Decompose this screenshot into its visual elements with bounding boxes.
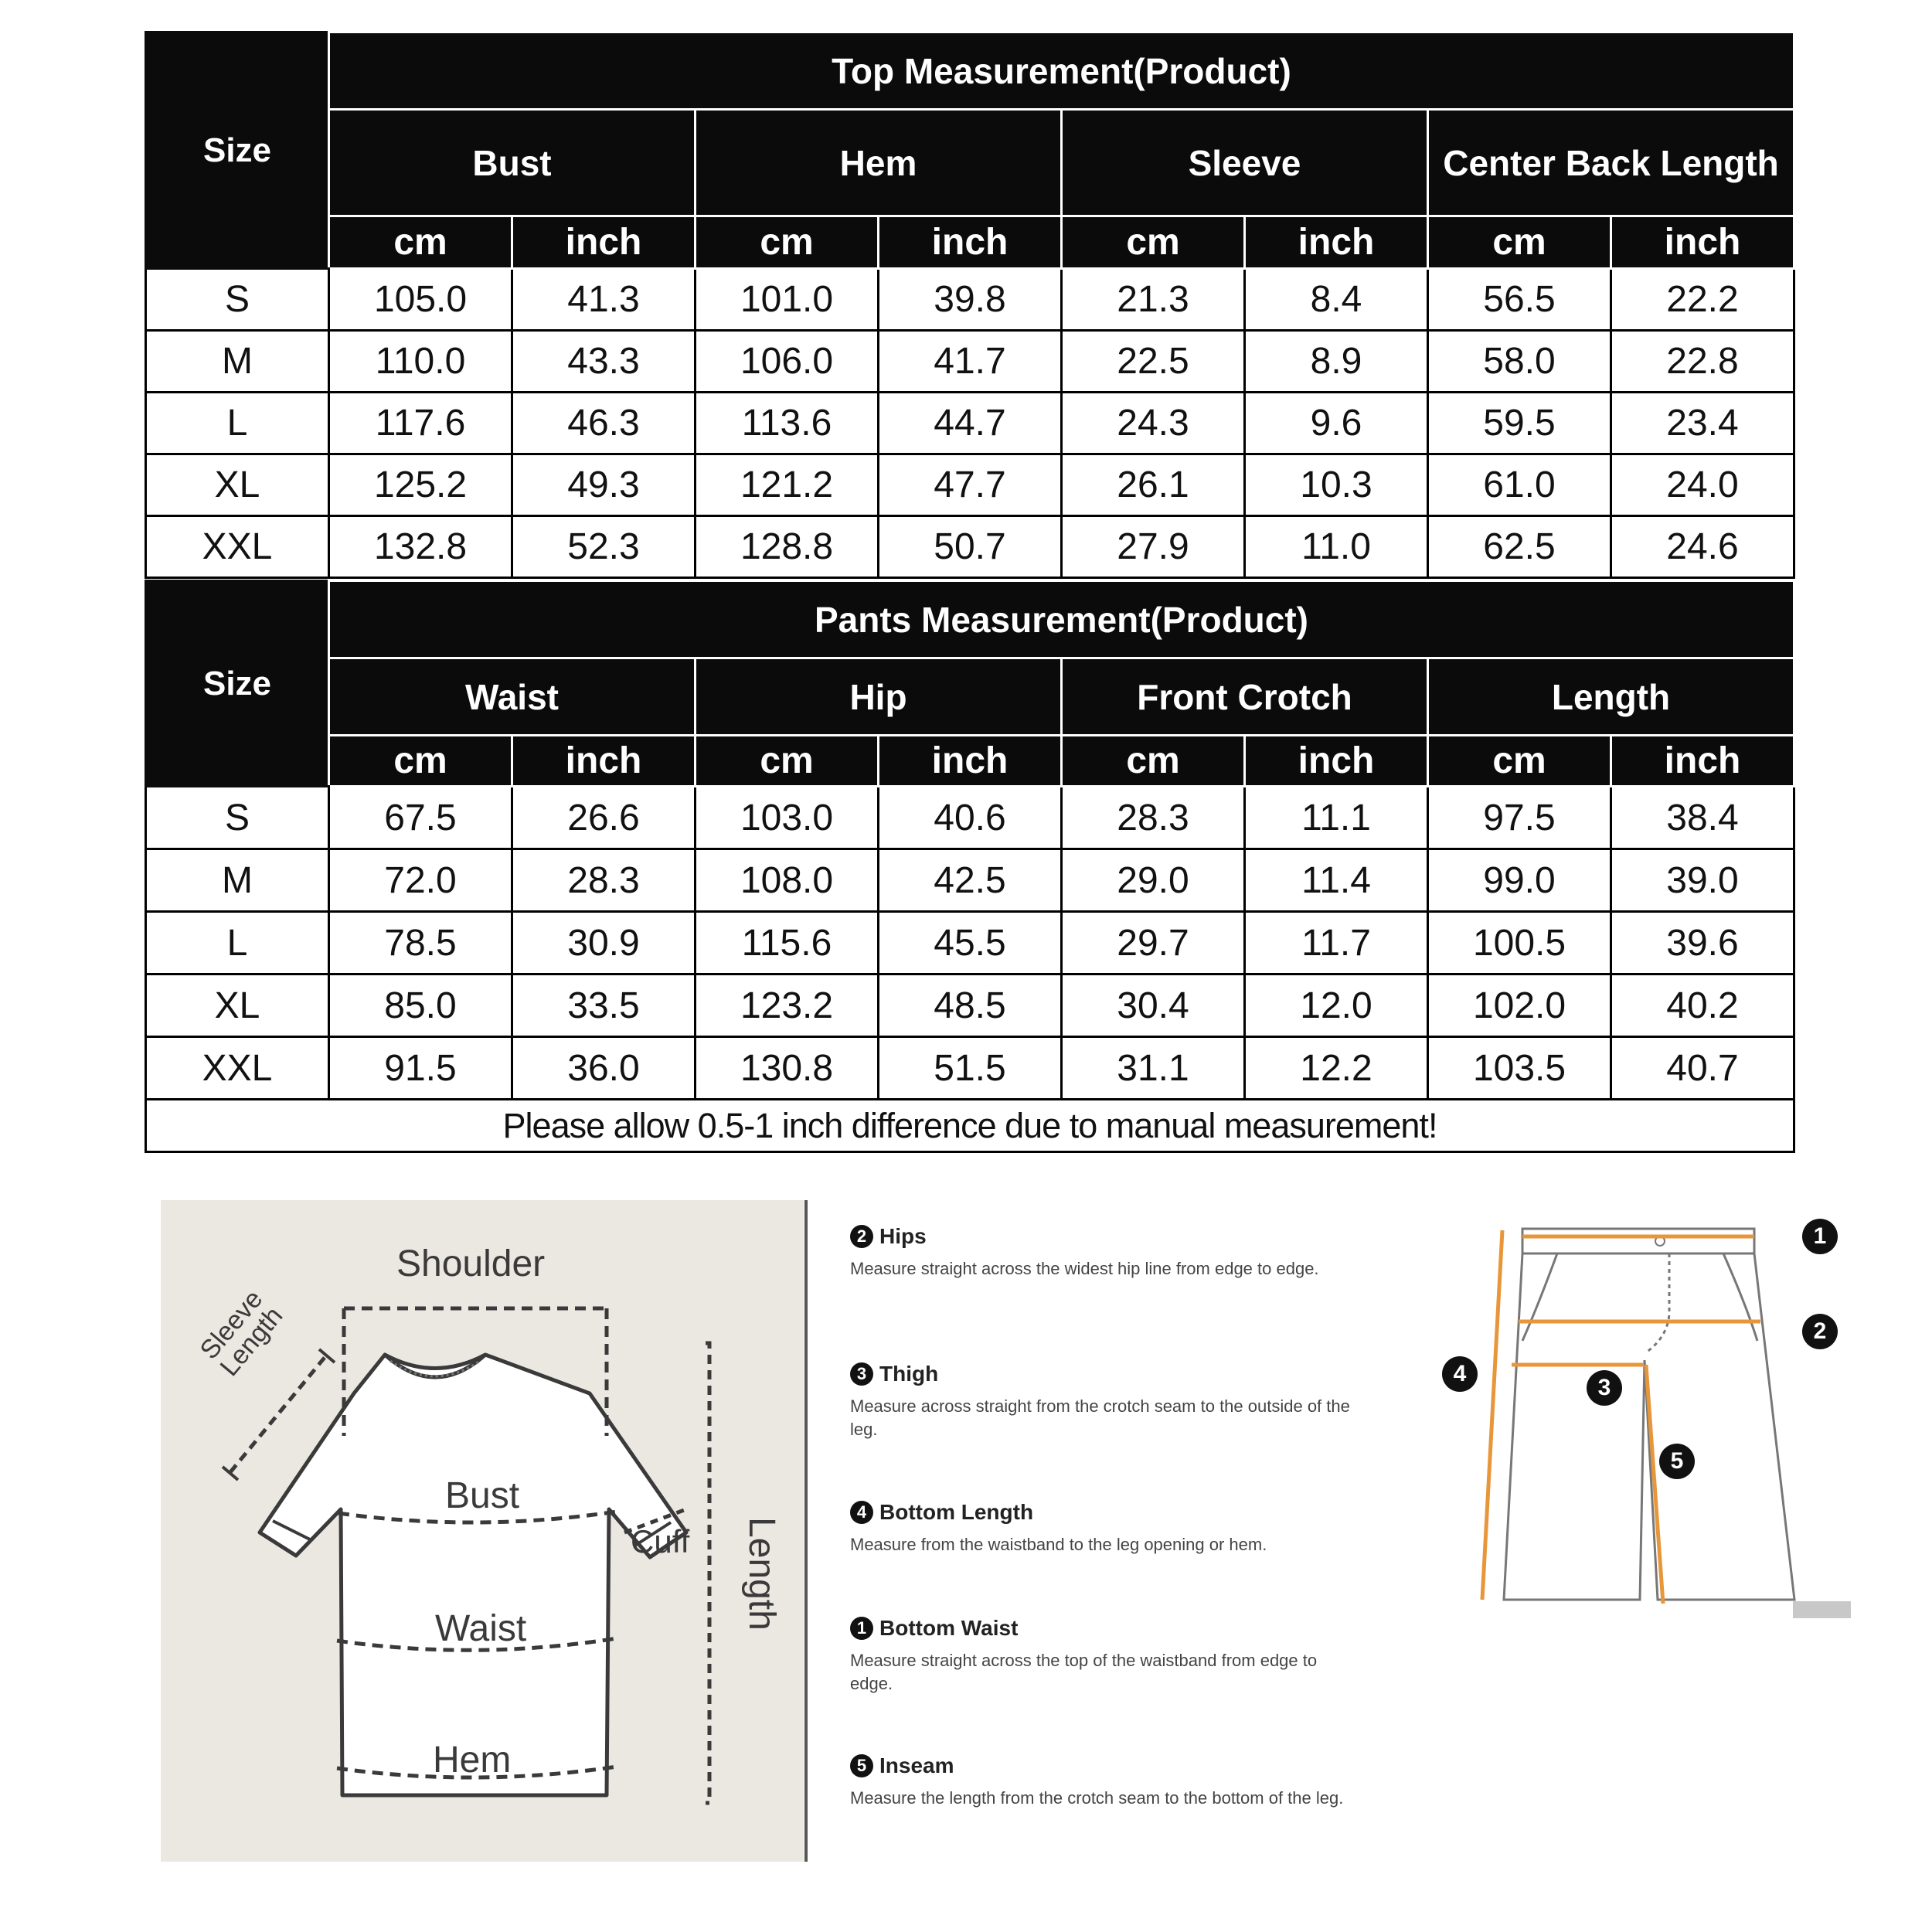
- value-cell: 26.1: [1062, 454, 1245, 516]
- value-cell: 85.0: [329, 975, 512, 1037]
- instruction-desc: Measure the length from the crotch seam to the bottom of the leg.: [850, 1788, 1344, 1808]
- table-row: [146, 975, 1794, 1037]
- value-cell: 36.0: [512, 1037, 696, 1100]
- value-cell: 67.5: [329, 787, 512, 849]
- instruction-title: Hips: [879, 1224, 927, 1248]
- badge-3: 3: [1587, 1370, 1622, 1406]
- value-cell: 72.0: [329, 849, 512, 912]
- group-header: Hem: [696, 110, 1062, 216]
- length-label: Length: [741, 1517, 782, 1631]
- unit-header: cm: [1062, 216, 1245, 269]
- value-cell: 99.0: [1428, 849, 1611, 912]
- number-badge: 5: [850, 1754, 873, 1777]
- size-cell: M: [146, 331, 329, 393]
- sleeve-length-label: Sleeve Length: [194, 1284, 289, 1382]
- waist-label: Waist: [435, 1608, 527, 1649]
- instruction-desc: Measure across straight from the crotch seam to the outside of the leg.: [850, 1396, 1350, 1439]
- value-cell: 108.0: [696, 849, 879, 912]
- number-badge: 1: [850, 1617, 873, 1640]
- value-cell: 91.5: [329, 1037, 512, 1100]
- value-cell: 44.7: [879, 393, 1062, 454]
- value-cell: 106.0: [696, 331, 879, 393]
- value-cell: 46.3: [512, 393, 696, 454]
- number-badge: 3: [850, 1362, 873, 1386]
- group-header: Length: [1428, 658, 1794, 736]
- pants-measurement-diagram: [1437, 1213, 1870, 1634]
- cuff-label: Cuff: [631, 1523, 690, 1560]
- value-cell: 47.7: [879, 454, 1062, 516]
- value-cell: 102.0: [1428, 975, 1611, 1037]
- value-cell: 110.0: [329, 331, 512, 393]
- value-cell: 48.5: [879, 975, 1062, 1037]
- instruction-bottom-waist: [850, 1615, 1352, 1696]
- unit-header: cm: [696, 736, 879, 787]
- value-cell: 24.3: [1062, 393, 1245, 454]
- value-cell: 115.6: [696, 912, 879, 975]
- value-cell: 28.3: [512, 849, 696, 912]
- value-cell: 11.1: [1245, 787, 1428, 849]
- top-measurement-table: [145, 31, 1795, 579]
- badge-2: 2: [1802, 1314, 1838, 1349]
- unit-header: cm: [329, 736, 512, 787]
- value-cell: 105.0: [329, 269, 512, 331]
- value-cell: 31.1: [1062, 1037, 1245, 1100]
- value-cell: 21.3: [1062, 269, 1245, 331]
- value-cell: 26.6: [512, 787, 696, 849]
- unit-header: inch: [1611, 216, 1794, 269]
- table-row: [146, 454, 1794, 516]
- value-cell: 11.0: [1245, 516, 1428, 578]
- badge-5: 5: [1659, 1444, 1695, 1479]
- badge-4: 4: [1442, 1356, 1478, 1392]
- value-cell: 130.8: [696, 1037, 879, 1100]
- value-cell: 8.4: [1245, 269, 1428, 331]
- pants-measurement-table: [145, 580, 1795, 1153]
- unit-header: cm: [1428, 736, 1611, 787]
- unit-header: inch: [512, 736, 696, 787]
- value-cell: 117.6: [329, 393, 512, 454]
- instruction-desc: Measure straight across the top of the waistband from edge to edge.: [850, 1651, 1318, 1693]
- table-row: [146, 849, 1794, 912]
- value-cell: 38.4: [1611, 787, 1794, 849]
- instruction-title: Bottom Waist: [879, 1616, 1019, 1640]
- value-cell: 121.2: [696, 454, 879, 516]
- size-cell: L: [146, 912, 329, 975]
- value-cell: 123.2: [696, 975, 879, 1037]
- value-cell: 40.6: [879, 787, 1062, 849]
- instruction-desc: Measure from the waistband to the leg opening or hem.: [850, 1535, 1267, 1554]
- bust-label: Bust: [445, 1475, 520, 1516]
- group-header: Front Crotch: [1062, 658, 1428, 736]
- size-cell: S: [146, 787, 329, 849]
- value-cell: 42.5: [879, 849, 1062, 912]
- value-cell: 9.6: [1245, 393, 1428, 454]
- value-cell: 39.0: [1611, 849, 1794, 912]
- group-header: Center Back Length: [1428, 110, 1794, 216]
- value-cell: 41.7: [879, 331, 1062, 393]
- value-cell: 29.7: [1062, 912, 1245, 975]
- size-cell: M: [146, 849, 329, 912]
- table-row: [146, 269, 1794, 331]
- value-cell: 8.9: [1245, 331, 1428, 393]
- instruction-hips: [850, 1223, 1352, 1281]
- value-cell: 61.0: [1428, 454, 1611, 516]
- value-cell: 39.6: [1611, 912, 1794, 975]
- instruction-inseam: [850, 1753, 1352, 1810]
- number-badge: 4: [850, 1501, 873, 1524]
- value-cell: 101.0: [696, 269, 879, 331]
- size-cell: XL: [146, 975, 329, 1037]
- unit-header: inch: [879, 216, 1062, 269]
- value-cell: 23.4: [1611, 393, 1794, 454]
- unit-header: cm: [1062, 736, 1245, 787]
- table-title: Pants Measurement(Product): [329, 581, 1794, 658]
- instruction-title: Thigh: [879, 1362, 939, 1386]
- value-cell: 78.5: [329, 912, 512, 975]
- value-cell: 56.5: [1428, 269, 1611, 331]
- value-cell: 62.5: [1428, 516, 1611, 578]
- value-cell: 24.0: [1611, 454, 1794, 516]
- group-header: Bust: [329, 110, 696, 216]
- value-cell: 58.0: [1428, 331, 1611, 393]
- shirt-measurement-diagram: [161, 1200, 804, 1862]
- value-cell: 39.8: [879, 269, 1062, 331]
- value-cell: 28.3: [1062, 787, 1245, 849]
- value-cell: 24.6: [1611, 516, 1794, 578]
- value-cell: 29.0: [1062, 849, 1245, 912]
- value-cell: 103.0: [696, 787, 879, 849]
- group-header: Waist: [329, 658, 696, 736]
- unit-header: inch: [512, 216, 696, 269]
- table-row: [146, 912, 1794, 975]
- value-cell: 97.5: [1428, 787, 1611, 849]
- pants-illustration: [1437, 1213, 1870, 1631]
- value-cell: 22.8: [1611, 331, 1794, 393]
- size-cell: XL: [146, 454, 329, 516]
- table-row: [146, 393, 1794, 454]
- value-cell: 43.3: [512, 331, 696, 393]
- size-cell: XXL: [146, 516, 329, 578]
- size-cell: L: [146, 393, 329, 454]
- size-header: Size: [146, 581, 329, 787]
- value-cell: 11.7: [1245, 912, 1428, 975]
- value-cell: 40.2: [1611, 975, 1794, 1037]
- value-cell: 10.3: [1245, 454, 1428, 516]
- value-cell: 33.5: [512, 975, 696, 1037]
- value-cell: 49.3: [512, 454, 696, 516]
- value-cell: 30.9: [512, 912, 696, 975]
- value-cell: 100.5: [1428, 912, 1611, 975]
- instruction-title: Bottom Length: [879, 1500, 1034, 1524]
- unit-header: inch: [1245, 736, 1428, 787]
- measurement-note: Please allow 0.5-1 inch difference due to manual measurement!: [146, 1100, 1794, 1152]
- value-cell: 45.5: [879, 912, 1062, 975]
- value-cell: 41.3: [512, 269, 696, 331]
- table-title: Top Measurement(Product): [329, 32, 1794, 110]
- value-cell: 59.5: [1428, 393, 1611, 454]
- unit-header: inch: [1245, 216, 1428, 269]
- hem-label: Hem: [433, 1740, 512, 1781]
- size-cell: S: [146, 269, 329, 331]
- unit-header: cm: [696, 216, 879, 269]
- value-cell: 22.5: [1062, 331, 1245, 393]
- table-row: [146, 516, 1794, 578]
- panel-divider: [804, 1200, 808, 1862]
- value-cell: 125.2: [329, 454, 512, 516]
- group-header: Hip: [696, 658, 1062, 736]
- value-cell: 128.8: [696, 516, 879, 578]
- unit-header: inch: [879, 736, 1062, 787]
- value-cell: 22.2: [1611, 269, 1794, 331]
- value-cell: 52.3: [512, 516, 696, 578]
- value-cell: 12.2: [1245, 1037, 1428, 1100]
- value-cell: 51.5: [879, 1037, 1062, 1100]
- table-row: [146, 1037, 1794, 1100]
- badge-1: 1: [1802, 1219, 1838, 1254]
- table-row: [146, 331, 1794, 393]
- group-header: Sleeve: [1062, 110, 1428, 216]
- instruction-desc: Measure straight across the widest hip line from edge to edge.: [850, 1259, 1319, 1278]
- value-cell: 50.7: [879, 516, 1062, 578]
- unit-header: cm: [1428, 216, 1611, 269]
- unit-header: cm: [329, 216, 512, 269]
- unit-header: inch: [1611, 736, 1794, 787]
- shoulder-label: Shoulder: [396, 1243, 546, 1284]
- instruction-title: Inseam: [879, 1753, 954, 1777]
- value-cell: 30.4: [1062, 975, 1245, 1037]
- table-row: [146, 787, 1794, 849]
- value-cell: 12.0: [1245, 975, 1428, 1037]
- value-cell: 40.7: [1611, 1037, 1794, 1100]
- value-cell: 132.8: [329, 516, 512, 578]
- instruction-thigh: [850, 1361, 1352, 1441]
- instruction-bottom-length: [850, 1499, 1352, 1556]
- value-cell: 113.6: [696, 393, 879, 454]
- number-badge: 2: [850, 1225, 873, 1248]
- size-header: Size: [146, 32, 329, 269]
- value-cell: 27.9: [1062, 516, 1245, 578]
- value-cell: 103.5: [1428, 1037, 1611, 1100]
- size-cell: XXL: [146, 1037, 329, 1100]
- value-cell: 11.4: [1245, 849, 1428, 912]
